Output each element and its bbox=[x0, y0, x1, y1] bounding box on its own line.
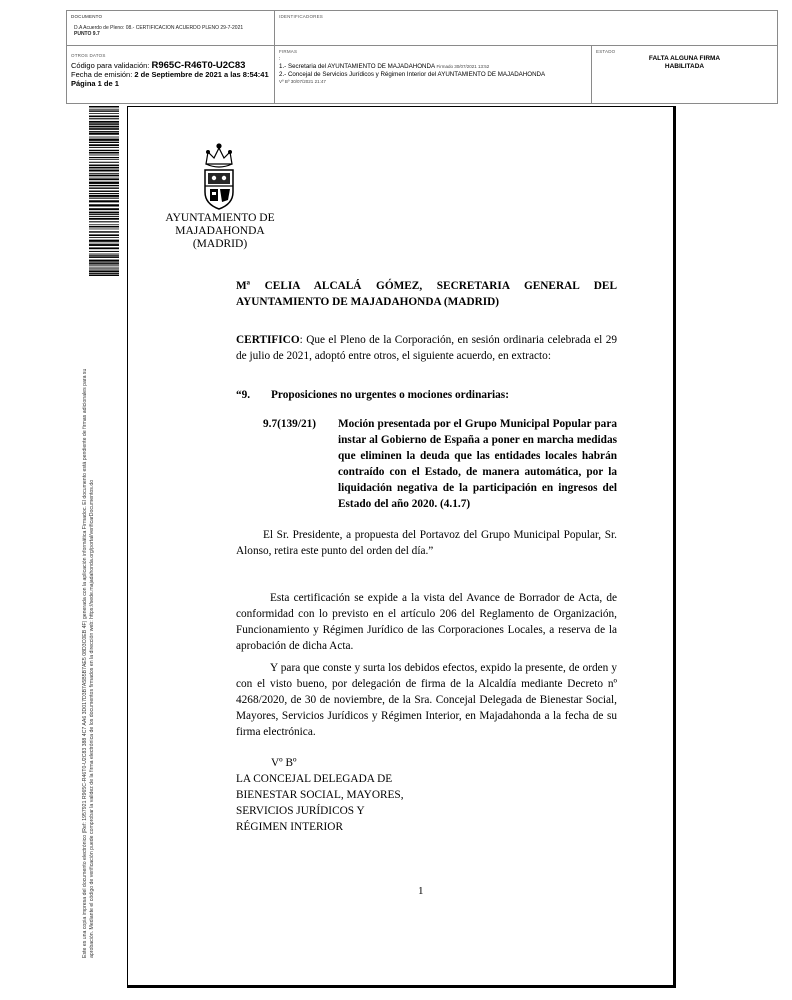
estado-value-line2: HABILITADA bbox=[664, 63, 705, 70]
letterhead bbox=[160, 212, 280, 251]
visto-bueno: Vº Bº bbox=[271, 757, 297, 769]
letterhead-line3: (MADRID) bbox=[192, 238, 248, 250]
estado-value-line1: FALTA ALGUNA FIRMA bbox=[648, 55, 721, 62]
documento-label: DOCUMENTO bbox=[71, 14, 103, 19]
certifico-text: : Que el Pleno de la Corporación, en sesión ordinaria celebrada el 29 de julio de 2021, adoptó entre otros, el siguiente acuerdo, en extracto: bbox=[236, 334, 617, 362]
otros-datos-cell bbox=[67, 46, 275, 103]
documento-cell bbox=[67, 11, 275, 46]
certifico-paragraph bbox=[236, 332, 617, 364]
fecha-value: 2 de Septiembre de 2021 a las 8:54:41 bbox=[134, 70, 269, 79]
documento-value-line1: D.A Acuerdo de Pleno: 08.- CERTIFICACION ACUERDO PLENO 29-7-2021 bbox=[74, 25, 244, 31]
side-verification-text bbox=[82, 369, 96, 958]
firmas-cell bbox=[275, 46, 592, 103]
firma-1-date: Firmado 30/07/2021 13:52 bbox=[436, 64, 490, 69]
item-text: Moción presentada por el Grupo Municipal Popular para instar al Gobierno de España a poner en marcha medidas que eliminen la deuda que las entidades locales habrán contraído con el Estado, de manera automática, por la liquidación negativa de la participación en ingresos del Estado del año 2020. (4.1.7) bbox=[338, 418, 617, 510]
pagina-count: Página 1 de 1 bbox=[71, 79, 119, 88]
document-header bbox=[66, 10, 778, 104]
documento-value bbox=[71, 25, 270, 37]
certification-paragraph: Esta certificación se expide a la vista del Avance de Borrador de Acta, de conformidad con lo previsto en el artículo 206 del Reglamento de Organización, Funcionamiento y Régimen Jurídico de las Corporaciones Locales, a reserva de la aprobación de dicha Acta. bbox=[236, 592, 617, 652]
signer-line1: LA CONCEJAL DELEGADA DE bbox=[236, 773, 393, 785]
otros-datos-label: OTROS DATOS bbox=[71, 53, 106, 58]
identificadores-cell bbox=[275, 11, 777, 46]
section-title: Proposiciones no urgentes o mociones ordinarias: bbox=[271, 389, 509, 401]
document-title: Mª CELIA ALCALÁ GÓMEZ, SECRETARIA GENERAL DEL AYUNTAMIENTO DE MAJADAHONDA (MADRID) bbox=[236, 280, 617, 308]
side-verification-line1: Este es una copia impresa del documento electrónico (Ref: 1957921 R965C-R46T0-U2C83 388 4C7 AA6 3D017D3B7A5B5B7AE5 08D3C0EB 4F) generada con la aplicación informática Firmadoc. El documento está pendiente de firmas adicionales para su bbox=[82, 368, 88, 958]
page-number: 1 bbox=[418, 885, 424, 897]
signer-block bbox=[236, 771, 436, 835]
identificadores-label: IDENTIFICADORES bbox=[279, 14, 324, 19]
coat-of-arms-icon bbox=[198, 142, 240, 212]
letterhead-line1: AYUNTAMIENTO DE bbox=[165, 212, 275, 224]
signer-line3: SERVICIOS JURÍDICOS Y bbox=[236, 805, 365, 817]
firma-2: 2.- Concejal de Servicios Jurídicos y Régimen Interior del AYUNTAMIENTO DE MAJADAHONDA bbox=[279, 71, 546, 78]
section-number: “9. bbox=[236, 389, 251, 401]
firmas-label: FIRMAS bbox=[279, 49, 298, 54]
signer-line2: BIENESTAR SOCIAL, MAYORES, bbox=[236, 789, 404, 801]
codigo-value[interactable]: R965C-R46T0-U2C83 bbox=[151, 60, 246, 71]
estado-value bbox=[596, 55, 773, 71]
conste-paragraph: Y para que conste y surta los debidos efectos, expido la presente, de orden y con el visto bueno, por delegación de firma de la Alcaldía mediante Decreto nº 4268/2020, de 30 de noviembre, de la Sra. Concejal Delegada de Bienestar Social, Mayores, Servicios Jurídicos y Régimen Interior, en Majadahonda a la fecha de su firma electrónica. bbox=[236, 662, 617, 738]
letterhead-line2: MAJADAHONDA bbox=[175, 225, 265, 237]
fecha-label: Fecha de emisión: bbox=[71, 70, 133, 79]
side-verification-line2: aprobación. Mediante el código de verificación puede comprobar la validez de la firma electrónica de los documentos firmados en la dirección web: https://sede.majadahonda.org/portal/verificarDocumentos.do bbox=[89, 479, 95, 958]
verification-barcode bbox=[89, 106, 119, 276]
fecha-emision bbox=[71, 70, 270, 79]
estado-label: ESTADO bbox=[596, 49, 616, 54]
certifico-label: CERTIFICO bbox=[236, 334, 300, 346]
codigo-validacion bbox=[71, 61, 270, 70]
firma-2-note: Vº Bº 30/07/2021 21:47 bbox=[279, 79, 326, 84]
firmas-colon: : bbox=[279, 56, 281, 62]
signer-line4: RÉGIMEN INTERIOR bbox=[236, 821, 343, 833]
documento-value-line2: PUNTO 9.7 bbox=[74, 31, 100, 37]
president-paragraph: El Sr. Presidente, a propuesta del Portavoz del Grupo Municipal Popular, Sr. Alonso, retira este punto del orden del día.” bbox=[236, 529, 617, 557]
firma-1-text: 1.- Secretaria del AYUNTAMIENTO DE MAJADAHONDA bbox=[279, 63, 435, 70]
firma-1 bbox=[279, 63, 587, 71]
estado-cell bbox=[592, 46, 777, 103]
item-number: 9.7(139/21) bbox=[263, 418, 317, 430]
codigo-label: Código para validación: bbox=[71, 61, 150, 70]
